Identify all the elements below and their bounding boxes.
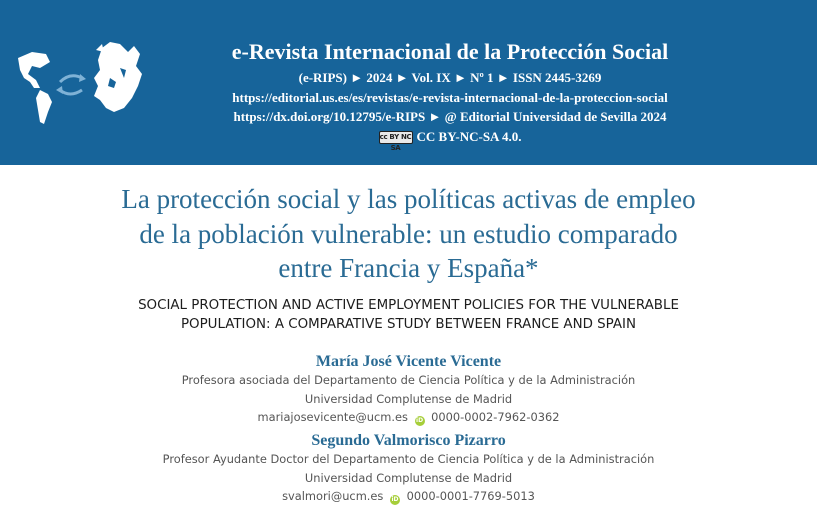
author-position: Profesor Ayudante Doctor del Departamento de Ciencia Política y de la Administración xyxy=(162,452,655,466)
author-orcid[interactable]: 0000-0002-7962-0362 xyxy=(431,410,560,424)
world-map-logo xyxy=(10,38,145,128)
author-university: Universidad Complutense de Madrid xyxy=(304,391,513,406)
author-contact xyxy=(100,408,717,427)
journal-header xyxy=(0,0,817,165)
journal-title: e-Revista Internacional de la Protección Social xyxy=(231,39,669,64)
author-email[interactable]: mariajosevicente@ucm.es xyxy=(257,410,408,424)
orcid-icon: iD xyxy=(416,417,424,424)
author-2 xyxy=(100,431,717,506)
license-line xyxy=(180,127,720,153)
journal-url[interactable]: https://editorial.us.es/es/revistas/e-revista-internacional-de-la-proteccion-social xyxy=(232,89,668,105)
cc-license-icon: cc BY NC SA xyxy=(379,133,412,153)
orcid-icon: iD xyxy=(391,496,399,503)
english-title-line-1: SOCIAL PROTECTION AND ACTIVE EMPLOYMENT POLICIES FOR THE VULNERABLE xyxy=(138,298,679,313)
article-title xyxy=(60,182,757,286)
author-orcid[interactable]: 0000-0001-7769-5013 xyxy=(406,489,535,503)
author-name: María José Vicente Vicente xyxy=(315,353,502,370)
journal-issue-line: (e-RIPS) ► 2024 ► Vol. IX ► Nº 1 ► ISSN 2445-3269 xyxy=(298,70,602,85)
article-title-line-2: de la población vulnerable: un estudio comparado xyxy=(139,218,678,249)
article-title-line-3: entre Francia y España* xyxy=(278,253,539,283)
author-1 xyxy=(100,352,717,427)
license-text: CC BY-NC-SA 4.0. xyxy=(416,128,522,144)
author-email[interactable]: svalmori@ucm.es xyxy=(282,489,384,503)
english-title-line-2: POPULATION: A COMPARATIVE STUDY BETWEEN FRANCE AND SPAIN xyxy=(180,317,636,332)
article-title-line-1: La protección social y las políticas activas de empleo xyxy=(121,184,696,214)
author-contact xyxy=(100,487,717,506)
author-university: Universidad Complutense de Madrid xyxy=(304,470,513,485)
journal-doi-line[interactable]: https://dx.doi.org/10.12795/e-RIPS ► @ Editorial Universidad de Sevilla 2024 xyxy=(233,109,667,124)
author-name: Segundo Valmorisco Pizarro xyxy=(311,432,506,449)
journal-info xyxy=(180,38,720,153)
author-position: Profesora asociada del Departamento de Ciencia Política y de la Administración xyxy=(181,373,636,387)
article-english-title xyxy=(60,296,757,334)
